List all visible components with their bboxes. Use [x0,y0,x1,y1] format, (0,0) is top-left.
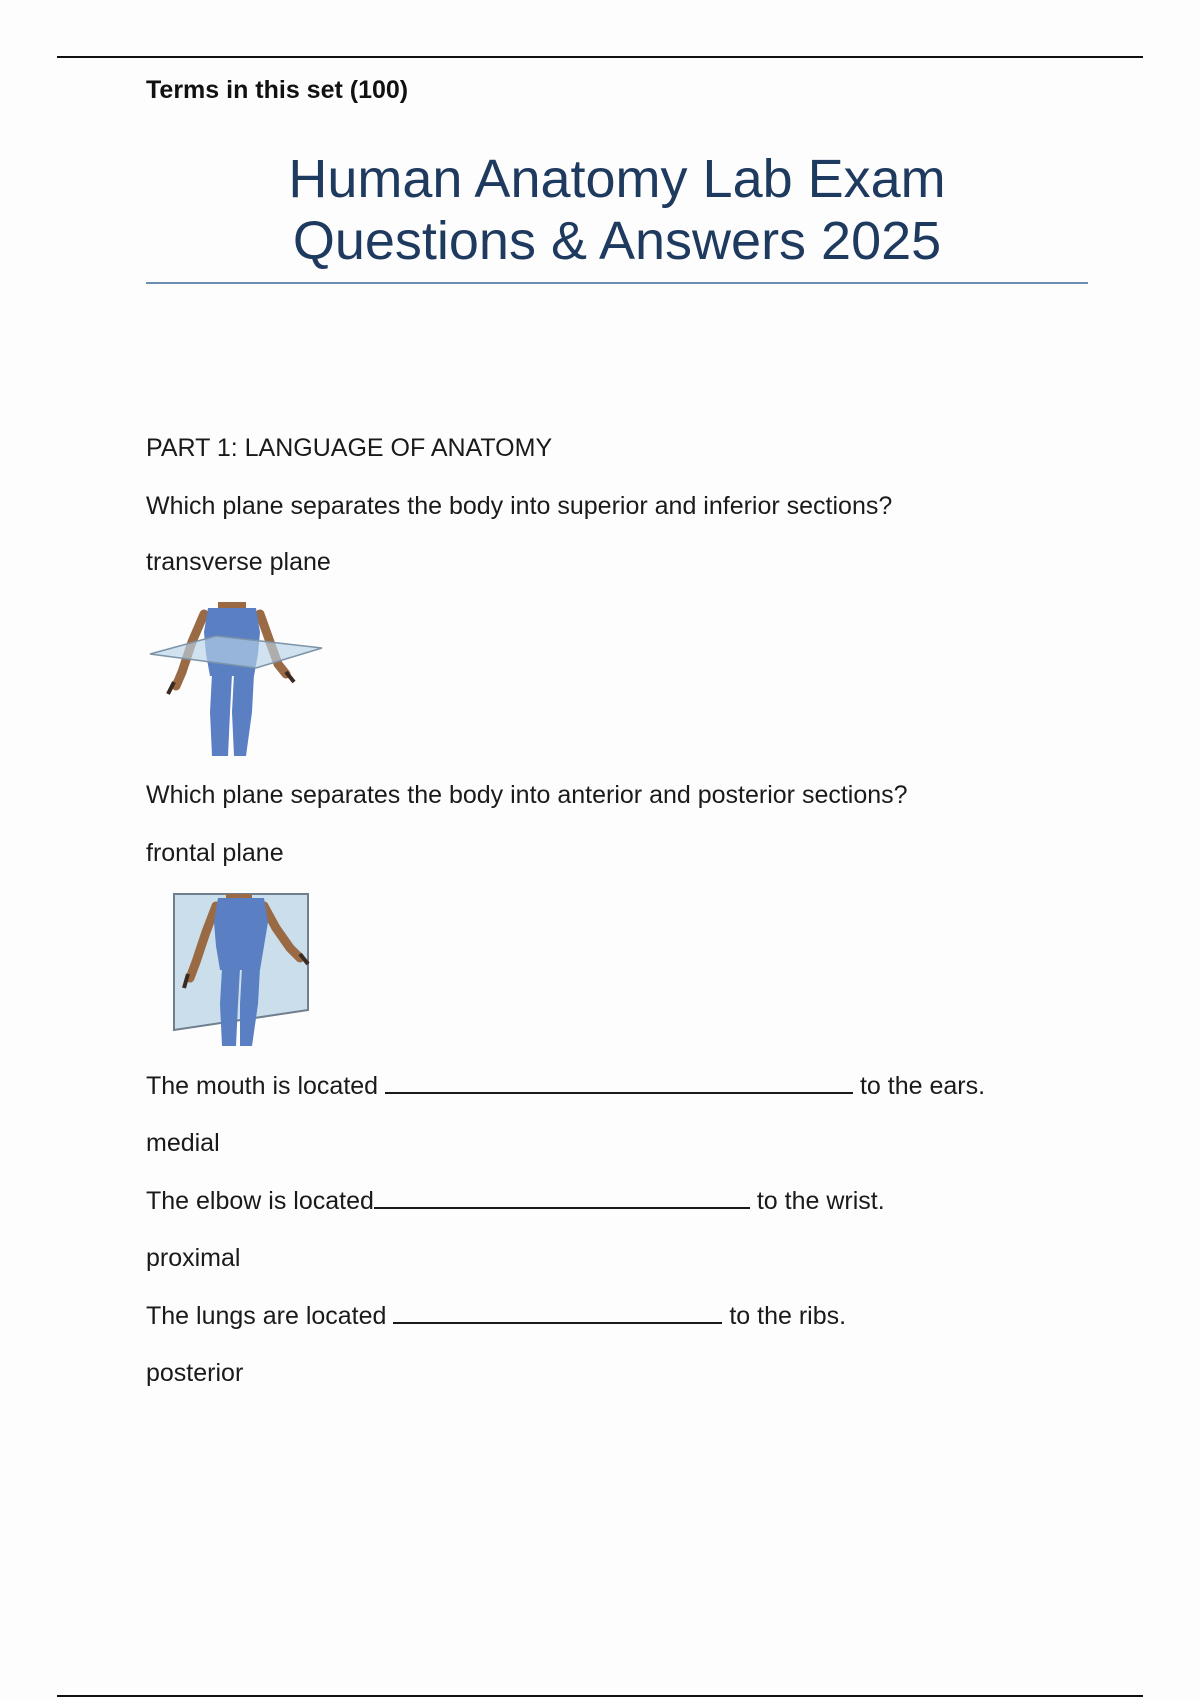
title-underline [146,282,1088,284]
question-1: Which plane separates the body into superior and inferior sections? [146,492,893,520]
answer-blank [385,1070,853,1094]
question-3-before: The mouth is located [146,1072,379,1100]
answer-5: posterior [146,1359,244,1387]
section-heading: PART 1: LANGUAGE OF ANATOMY [146,434,553,462]
document-title [146,148,1088,272]
answer-3: medial [146,1129,220,1157]
question-4-after: to the wrist. [756,1187,885,1215]
frontal-plane-figure-icon [146,892,326,1051]
answer-blank [393,1300,722,1324]
answer-2: frontal plane [146,839,284,867]
terms-count-label: Terms in this set (100) [146,76,409,104]
bottom-rule [57,1695,1143,1697]
top-rule [57,56,1143,58]
answer-blank [374,1185,750,1209]
title-line-1: Human Anatomy Lab Exam [288,149,946,209]
question-4 [146,1185,885,1216]
transverse-plane-figure-icon [146,602,326,761]
answer-4: proximal [146,1244,241,1272]
question-2: Which plane separates the body into anterior and posterior sections? [146,781,908,809]
answer-1: transverse plane [146,548,331,576]
question-4-before: The elbow is located [146,1187,374,1215]
title-line-2: Questions & Answers 2025 [292,211,942,271]
question-3 [146,1070,985,1101]
question-5-after: to the ribs. [729,1302,847,1330]
question-3-after: to the ears. [859,1072,986,1100]
question-5-before: The lungs are located [146,1302,387,1330]
question-5 [146,1300,846,1331]
